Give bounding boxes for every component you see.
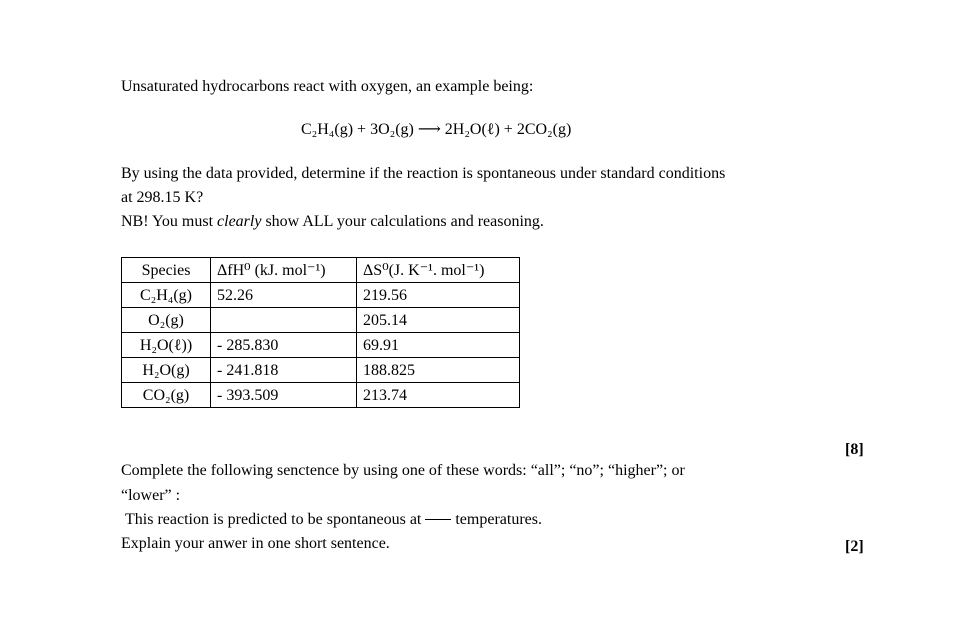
sentence-after: temperatures. (451, 511, 542, 528)
species-cell: CO₂(g) (122, 383, 211, 408)
table-row (122, 283, 520, 308)
enthalpy-cell: 52.26 (211, 283, 357, 308)
entropy-cell: 219.56 (357, 283, 520, 308)
complete-line-1: Complete the following senctence by using one of these words: “all”; “no”; “higher”; or (121, 462, 685, 479)
header-enthalpy: ΔfH⁰ (kJ. mol⁻¹) (211, 258, 357, 283)
header-entropy: ΔS⁰(J. K⁻¹. mol⁻¹) (357, 258, 520, 283)
explain-line: Explain your anwer in one short sentence. (121, 535, 390, 552)
entropy-cell: 213.74 (357, 383, 520, 408)
note-suffix: show ALL your calculations and reasoning. (261, 213, 544, 230)
note-line (121, 212, 544, 232)
marks-8: [8] (845, 441, 864, 458)
intro-text: Unsaturated hydrocarbons react with oxygen, an example being: (121, 78, 534, 95)
enthalpy-cell: - 241.818 (211, 358, 357, 383)
table-row (122, 358, 520, 383)
complete-line-2: “lower” : (121, 487, 181, 504)
table-row (122, 383, 520, 408)
question-line-1: By using the data provided, determine if the reaction is spontaneous under standard conditions (121, 165, 726, 182)
enthalpy-cell (211, 308, 357, 333)
thermo-data-table (121, 257, 520, 408)
entropy-cell: 69.91 (357, 333, 520, 358)
note-emphasis: clearly (217, 213, 262, 230)
enthalpy-cell: - 393.509 (211, 383, 357, 408)
enthalpy-cell: - 285.830 (211, 333, 357, 358)
answer-blank[interactable] (425, 519, 451, 520)
species-cell: H₂O(ℓ)) (122, 333, 211, 358)
species-cell: C₂H₄(g) (122, 283, 211, 308)
table-header-row (122, 258, 520, 283)
header-species: Species (122, 258, 211, 283)
marks-2: [2] (845, 538, 864, 555)
table-row (122, 333, 520, 358)
species-cell: H₂O(g) (122, 358, 211, 383)
question-line-2: at 298.15 K? (121, 189, 204, 206)
species-cell: O₂(g) (122, 308, 211, 333)
sentence-before: This reaction is predicted to be spontaneous at (125, 511, 426, 528)
entropy-cell: 188.825 (357, 358, 520, 383)
note-prefix: NB! You must (121, 213, 218, 230)
entropy-cell: 205.14 (357, 308, 520, 333)
reaction-equation: C₂H₄(g) + 3O₂(g) ⟶ 2H₂O(ℓ) + 2CO₂(g) (301, 121, 572, 138)
fill-blank-sentence (125, 510, 542, 530)
table-row (122, 308, 520, 333)
